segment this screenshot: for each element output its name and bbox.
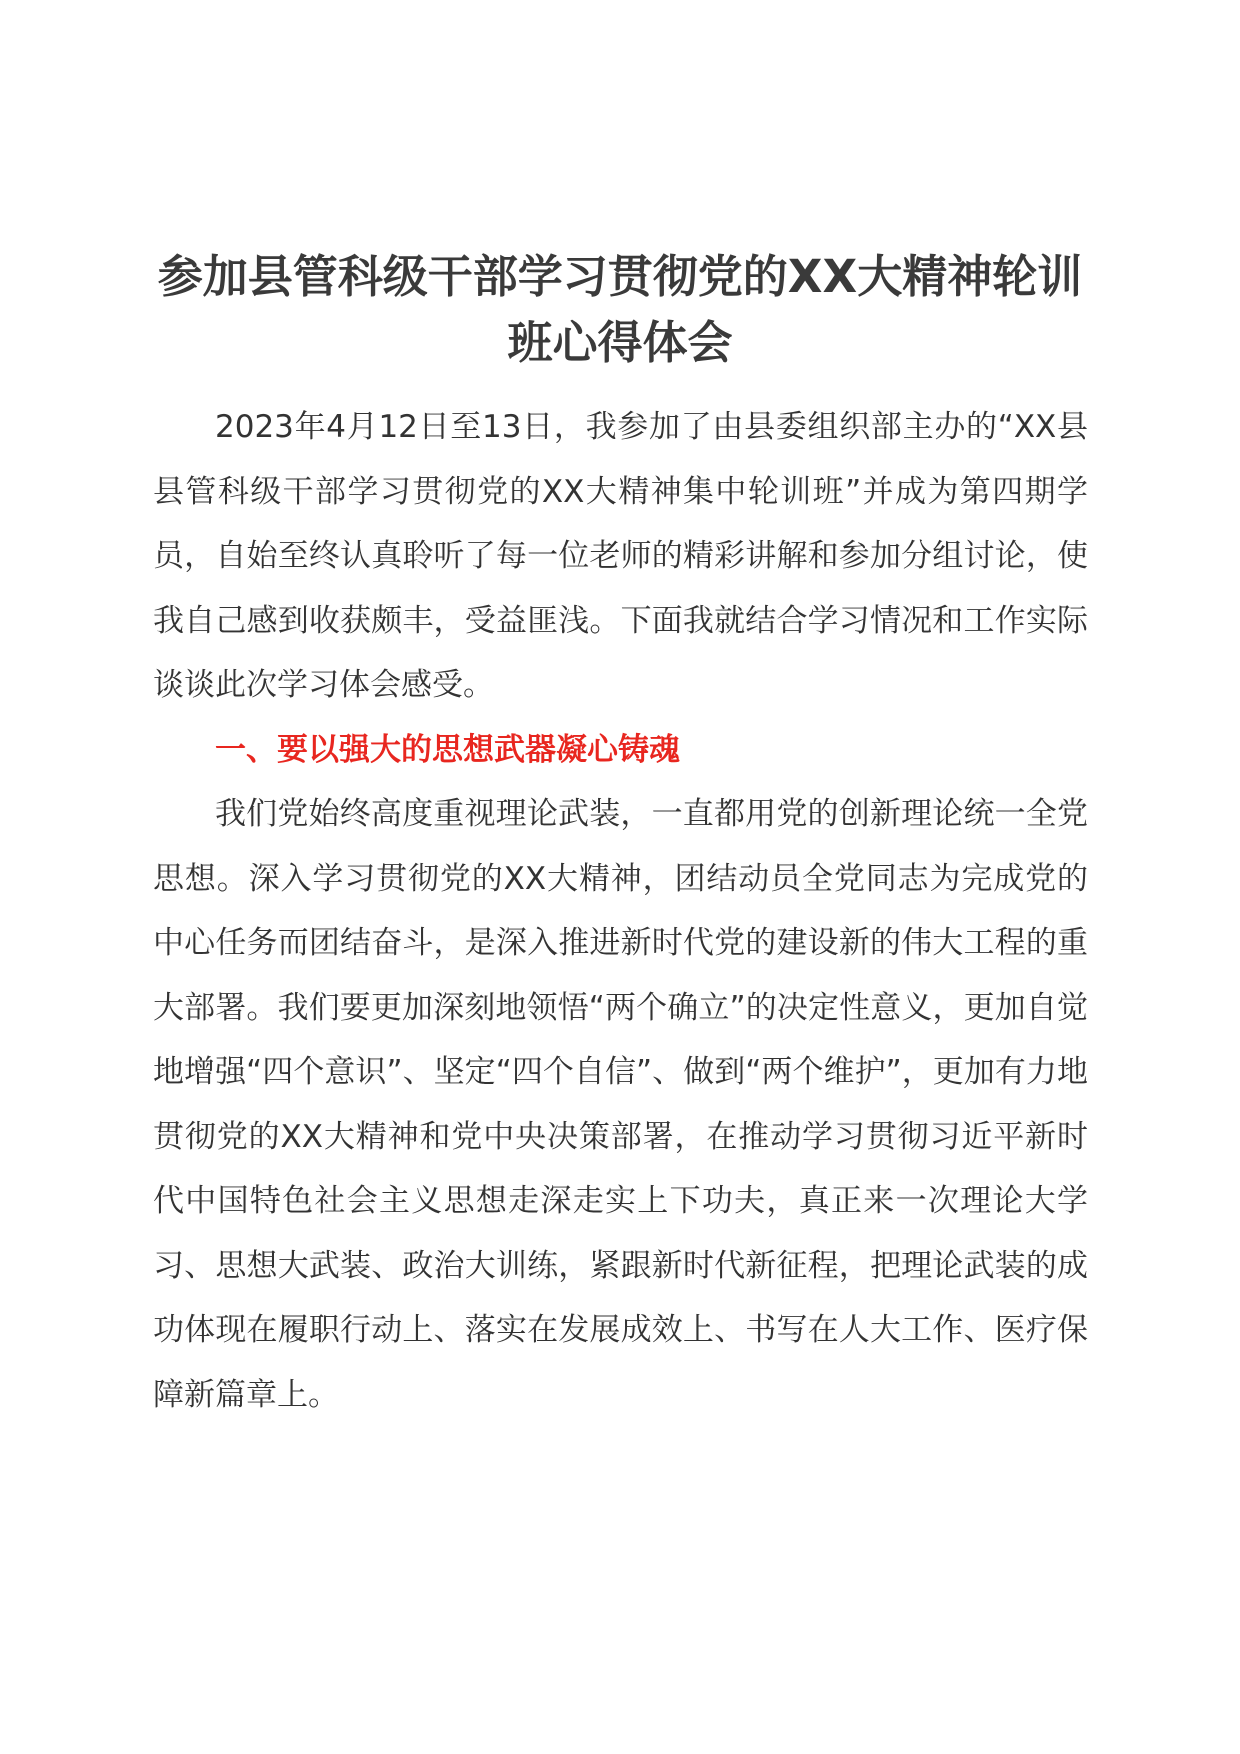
section-heading-1: 一、要以强大的思想武器凝心铸魂	[215, 732, 680, 768]
intro-paragraph: 2023年4月12日至13日，我参加了由县委组织部主办的“XX县县管科级干部学习贯彻党的XX大精神集中轮训班”并成为第四期学员，自始至终认真聆听了每一位老师的精彩讲解和参加分组讨论，使我自己感到收获颇丰，受益匪浅。下面我就结合学习情况和工作实际谈谈此次学习体会感受。	[153, 409, 1088, 703]
document-title: 参加县管科级干部学习贯彻党的XX大精神轮训班心得体会	[157, 250, 1083, 369]
section-1-paragraph: 我们党始终高度重视理论武装，一直都用党的创新理论统一全党思想。深入学习贯彻党的XX大精神，团结动员全党同志为完成党的中心任务而团结奋斗，是深入推进新时代党的建设新的伟大工程的重大部署。我们要更加深刻地领悟“两个确立”的决定性意义，更加自觉地增强“四个意识”、坚定“四个自信”、做到“两个维护”，更加有力地贯彻党的XX大精神和党中央决策部署，在推动学习贯彻习近平新时代中国特色社会主义思想走深走实上下功夫，真正来一次理论大学习、思想大武装、政治大训练，紧跟新时代新征程，把理论武装的成功体现在履职行动上、落实在发展成效上、书写在人大工作、医疗保障新篇章上。	[153, 796, 1088, 1413]
